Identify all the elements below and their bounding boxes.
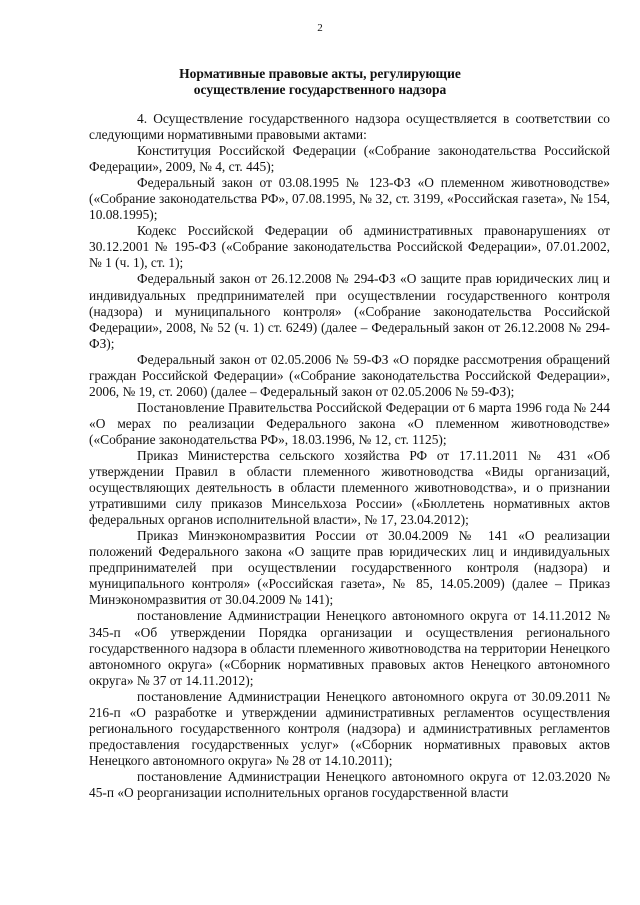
paragraph-constitution: Конституция Российской Федерации («Собрание законодательства Российской Федерации», 2009, № 4, ст. 445); <box>89 143 610 175</box>
paragraph-law-123-fz: Федеральный закон от 03.08.1995 № 123-ФЗ «О племенном животноводстве» («Собрание законодательства РФ», 07.08.1995, № 32, ст. 3199, «Российская газета», № 154, 10.08.1995); <box>89 175 610 223</box>
paragraph-koap: Кодекс Российской Федерации об административных правонарушениях от 30.12.2001 № 195-ФЗ («Собрание законодательства Российской Федерации», 07.01.2002, № 1 (ч. 1), ст. 1); <box>89 223 610 271</box>
document-body <box>89 111 610 801</box>
paragraph-law-294-fz: Федеральный закон от 26.12.2008 № 294-ФЗ «О защите прав юридических лиц и индивидуальных предпринимателей при осуществлении государственного контроля (надзора) и муниципального контроля» («Собрание законодательства Российской Федерации», 2008, № 52 (ч. 1) ст. 6249) (далее – Федеральный закон от 26.12.2008 № 294-ФЗ); <box>89 271 610 351</box>
paragraph-clause-4: 4. Осуществление государственного надзора осуществляется в соответствии со следующими нормативными правовыми актами: <box>89 111 610 143</box>
document-title <box>90 66 550 98</box>
paragraph-decree-216-p: постановление Администрации Ненецкого автономного округа от 30.09.2011 № 216-п «О разработке и утверждении административных регламентов осуществления регионального государственного контроля (надзора) и административных регламентов предоставления государственных услуг» («Сборник нормативных правовых актов Ненецкого автономного округа» № 28 от 14.10.2011); <box>89 688 610 768</box>
title-line-2: осуществление государственного надзора <box>193 82 447 97</box>
paragraph-order-431: Приказ Министерства сельского хозяйства РФ от 17.11.2011 № 431 «Об утверждении Правил в области племенного животноводства «Виды организаций, осуществляющих деятельность в области племенного животноводства», и о признании утратившими силу приказов Минсельхоза России» («Бюллетень нормативных актов федеральных органов исполнительной власти», № 17, 23.04.2012); <box>89 447 610 528</box>
paragraph-decree-345-p: постановление Администрации Ненецкого автономного округа от 14.11.2012 № 345-п «Об утверждении Порядка организации и осуществления регионального государственного надзора в области племенного животноводства на территории Ненецкого автономного округа» («Сборник нормативных правовых актов Ненецкого автономного округа» № 37 от 14.11.2012); <box>89 608 610 688</box>
title-line-1: Нормативные правовые акты, регулирующие <box>179 66 461 81</box>
paragraph-government-decree-244: Постановление Правительства Российской Федерации от 6 марта 1996 года № 244 «О мерах по реализации Федерального закона «О племенном животноводстве» («Собрание законодательства РФ», 18.03.1996, № 12, ст. 1125); <box>89 399 610 447</box>
paragraph-order-141: Приказ Минэкономразвития России от 30.04.2009 № 141 «О реализации положений Федерального закона «О защите прав юридических лиц и индивидуальных предпринимателей при осуществлении государственного контроля (надзора) и муниципального контроля» («Российская газета», № 85, 14.05.2009) (далее – Приказ Минэкономразвития от 30.04.2009 № 141); <box>89 528 610 608</box>
paragraph-law-59-fz: Федеральный закон от 02.05.2006 № 59-ФЗ «О порядке рассмотрения обращений граждан Российской Федерации» («Собрание законодательства Российской Федерации», 2006, № 19, ст. 2060) (далее – Федеральный закон от 02.05.2006 № 59-ФЗ); <box>89 351 610 399</box>
page-number: 2 <box>317 22 323 34</box>
paragraph-decree-45-p: постановление Администрации Ненецкого автономного округа от 12.03.2020 № 45-п «О реорганизации исполнительных органов государственной власти <box>89 768 610 800</box>
